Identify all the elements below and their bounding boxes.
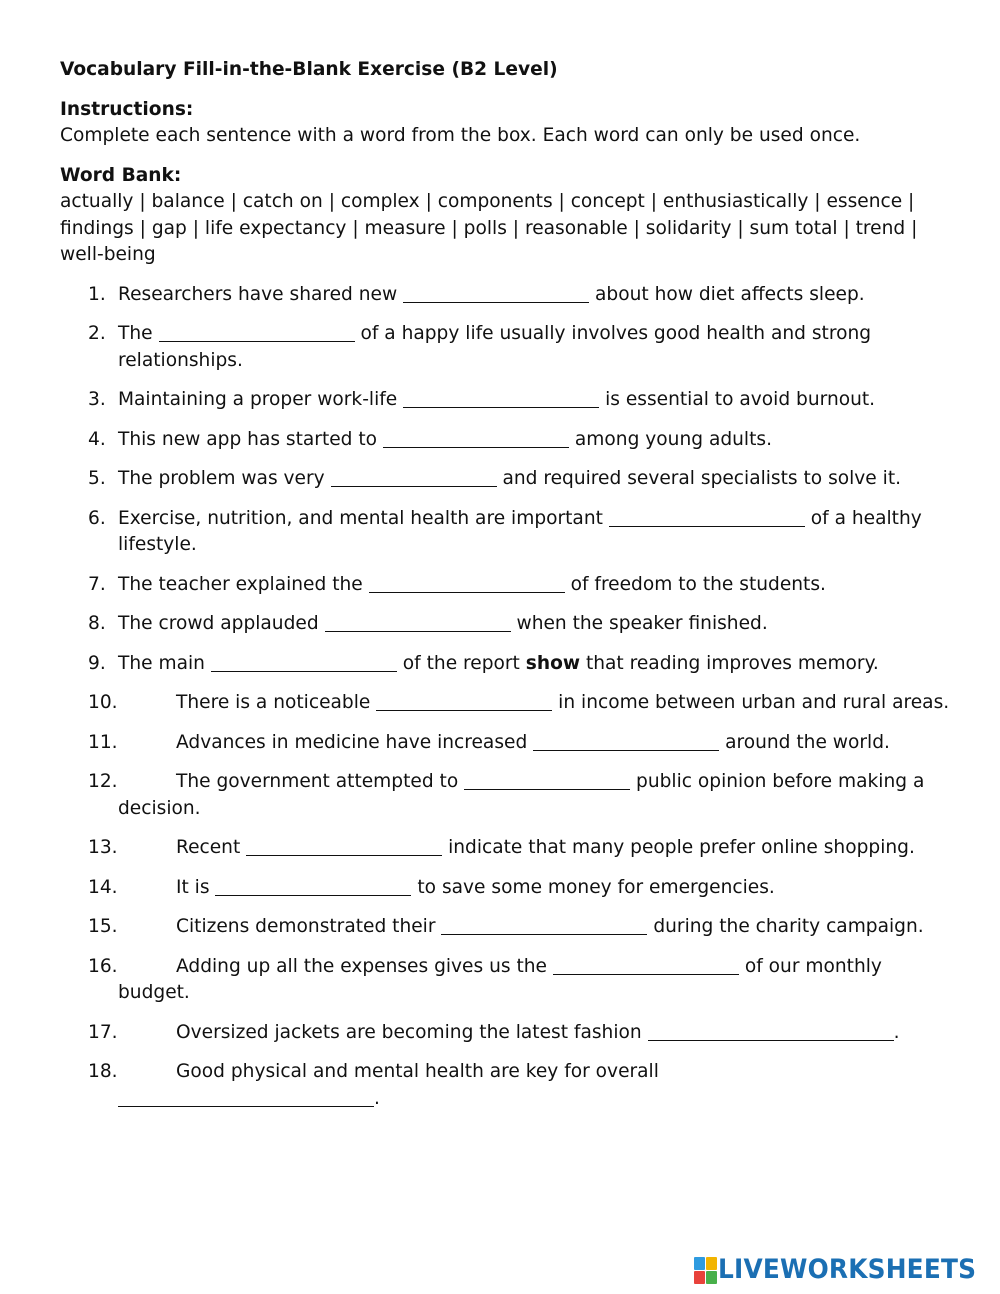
liveworksheets-logo-icon [694,1257,716,1283]
answer-blank[interactable] [403,387,599,408]
item-text-before: The crowd applauded [118,613,319,634]
item-number: 17. [88,1021,118,1043]
exercise-item [60,427,950,454]
item-text-after: in income between urban and rural areas. [558,692,950,713]
item-text-before: Researchers have shared new [118,283,398,305]
item-text-before: Advances in medicine have increased [176,731,528,753]
exercise-item [60,506,950,559]
logo-icon-tile [706,1257,717,1270]
item-text-after: to save some money for emergencies. [417,876,775,898]
exercise-item [60,835,950,862]
item-text-before: Recent [176,837,241,858]
logo-icon-tile [706,1271,717,1284]
item-text-before: The main [118,652,205,674]
item-text-after: of a healthy lifestyle. [118,507,922,555]
item-number: 3. [88,389,106,410]
exercise-item [60,875,950,902]
exercise-item [60,914,950,941]
worksheet-title: Vocabulary Fill-in-the-Blank Exercise (B2 Level) [60,59,558,80]
item-text-before: The teacher explained the [118,573,363,595]
exercise-item [60,730,950,757]
item-text-before: Maintaining a proper work-life [118,389,398,410]
item-text-before: It is [176,876,210,898]
item-text-after: is essential to avoid burnout. [605,389,876,410]
item-number: 9. [88,652,106,674]
answer-blank[interactable] [369,572,565,593]
answer-blank[interactable] [403,282,589,303]
item-text-after: . [374,1087,380,1109]
exercise-item [60,1020,950,1047]
exercise-item [60,690,950,717]
answer-blank[interactable] [215,875,411,896]
item-number: 6. [88,507,106,529]
item-number: 13. [88,837,118,858]
item-number: 18. [88,1061,118,1082]
item-text-after: public opinion before making a decision. [118,771,925,819]
item-text-after: during the charity campaign. [653,916,924,937]
answer-blank[interactable] [246,835,442,856]
item-text-before: The [118,323,153,344]
exercise-item [60,387,950,414]
item-number: 16. [88,955,118,977]
item-number: 7. [88,573,106,595]
answer-blank[interactable] [648,1020,894,1041]
item-text-after: when the speaker finished. [516,613,768,634]
item-number: 11. [88,731,118,753]
answer-blank[interactable] [441,914,647,935]
item-text-after: around the world. [725,731,890,753]
answer-blank[interactable] [331,466,497,487]
answer-blank[interactable] [211,651,397,672]
answer-blank[interactable] [464,769,630,790]
item-number: 14. [88,876,118,898]
answer-blank[interactable] [159,321,355,342]
exercise-item [60,611,950,638]
answer-blank[interactable] [533,730,719,751]
word-bank-heading: Word Bank: [60,164,182,186]
item-text-after: that reading improves memory. [585,652,879,674]
item-number: 15. [88,916,118,937]
item-text-before: The problem was very [118,468,325,489]
exercise-item [60,769,950,822]
logo-icon-tile [694,1257,705,1270]
answer-blank[interactable] [118,1086,374,1107]
worksheet-page [60,57,950,1125]
answer-blank[interactable] [383,427,569,448]
answer-blank[interactable] [609,506,805,527]
item-text-before: The government attempted to [176,771,459,792]
instructions-heading: Instructions: [60,98,194,120]
item-number: 5. [88,468,106,489]
exercise-item [60,282,950,309]
item-text-after: and required several specialists to solve it. [502,468,902,489]
item-text-after: of our monthly budget. [118,955,882,1003]
item-text-before: Citizens demonstrated their [176,916,436,937]
answer-blank[interactable] [325,611,511,632]
item-number: 8. [88,613,106,634]
item-text-after: of a happy life usually involves good health and strong relationships. [118,323,872,371]
item-text-after: of the report [402,652,520,674]
item-number: 10. [88,692,118,713]
exercise-item [60,466,950,493]
item-text-after: of freedom to the students. [570,573,826,595]
exercise-item [60,321,950,374]
item-text-after: about how diet affects sleep. [595,283,865,305]
item-text-before: Good physical and mental health are key for overall [176,1061,659,1082]
answer-blank[interactable] [376,690,552,711]
item-text-after: . [893,1021,900,1043]
item-text-after: indicate that many people prefer online shopping. [448,837,915,858]
exercise-item [60,651,950,678]
instructions-text: Complete each sentence with a word from the box. Each word can only be used once. [60,125,861,146]
item-text-before: This new app has started to [118,428,378,450]
exercise-item [60,1059,950,1112]
word-bank-list: actually | balance | catch on | complex | components | concept | enthusiastically | essence | findings | gap | life expectancy | measure | polls | reasonable | solidarity | sum total | trend | well-being [60,191,918,265]
item-number: 4. [88,428,106,450]
item-number: 12. [88,771,118,792]
item-number: 1. [88,283,106,305]
item-text-before: Oversized jackets are becoming the latest fashion [176,1021,642,1043]
logo-icon-tile [694,1271,705,1284]
item-text-after: among young adults. [574,428,772,450]
exercise-item [60,954,950,1007]
item-text-before: Exercise, nutrition, and mental health are important [118,507,603,529]
exercise-item [60,572,950,599]
item-text-emphasis: show [525,652,581,674]
item-text-before: Adding up all the expenses gives us the [176,955,547,977]
item-number: 2. [88,323,106,344]
logo-text: LIVEWORKSHEETS [718,1253,977,1285]
item-text-before: There is a noticeable [176,692,371,713]
answer-blank[interactable] [553,954,739,975]
liveworksheets-logo [694,1255,999,1285]
exercise-list [60,282,950,1113]
